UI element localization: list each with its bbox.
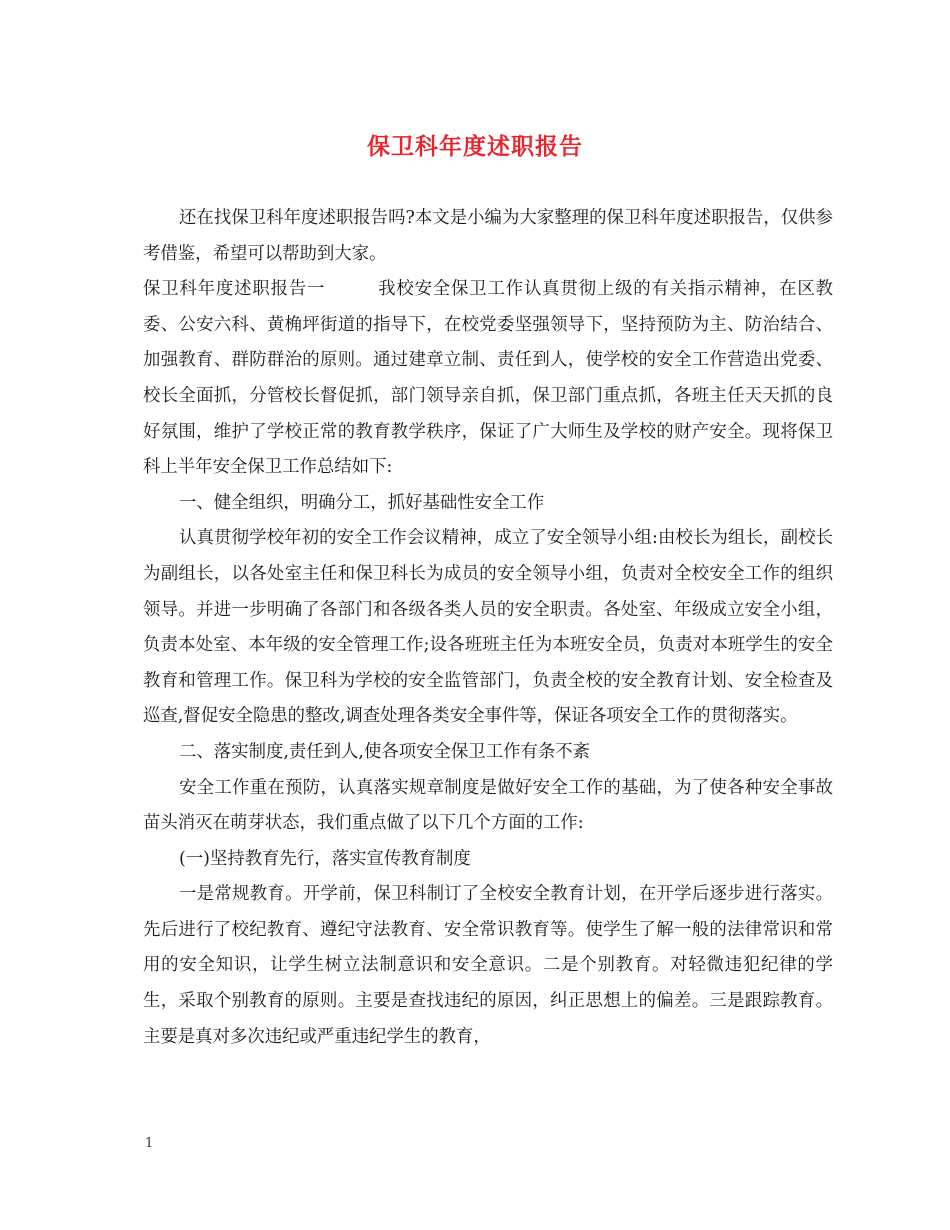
document-body (143, 201, 833, 1055)
section-label: 保卫科年度述职报告一 (143, 279, 326, 300)
heading-1: 一、健全组织，明确分工，抓好基础性安全工作 (179, 492, 545, 513)
paragraph-2: 认真贯彻学校年初的安全工作会议精神，成立了安全领导小组:由校长为组长，副校长为副组长，以各处室主任和保卫科长为成员的安全领导小组，负责对全校安全工作的组织领导。并进一步明确了各部门和各级各类人员的安全职责。各处室、年级成立安全小组，负责本处室、本年级的安全管理工作;设各班班主任为本班安全员，负责对本班学生的安全教育和管理工作。保卫科为学校的安全监管部门，负责全校的安全教育计划、安全检查及巡查,督促安全隐患的整改,调查处理各类安全事件等，保证各项安全工作的贯彻落实。 (143, 528, 833, 727)
heading-3: (一)坚持教育先行，落实宣传教育制度 (179, 848, 471, 869)
section-paragraph (143, 272, 833, 486)
intro-paragraph: 还在找保卫科年度述职报告吗?本文是小编为大家整理的保卫科年度述职报告，仅供参考借鉴，希望可以帮助到大家。 (143, 208, 833, 264)
paragraph-3: 安全工作重在预防，认真落实规章制度是做好安全工作的基础，为了使各种安全事故苗头消灭在萌芽状态，我们重点做了以下几个方面的工作: (143, 777, 833, 834)
page-number: 1 (145, 1136, 154, 1151)
heading-2: 二、落实制度,责任到人,使各项安全保卫工作有条不紊 (179, 741, 591, 762)
paragraph-4: 一是常规教育。开学前，保卫科制订了全校安全教育计划，在开学后逐步进行落实。先后进行了校纪教育、遵纪守法教育、安全常识教育等。使学生了解一般的法律常识和常用的安全知识，让学生树立法制意识和安全意识。二是个别教育。对轻微违犯纪律的学生，采取个别教育的原则。主要是查找违纪的原因，纠正思想上的偏差。三是跟踪教育。主要是真对多次违纪或严重违纪学生的教育， (143, 884, 833, 1047)
paragraph-1: 我校安全保卫工作认真贯彻上级的有关指示精神，在区教委、公安六科、黄桷坪街道的指导下，在校党委坚强领导下，坚持预防为主、防治结合、加强教育、群防群治的原则。通过建章立制、责任到人，使学校的安全工作营造出党委、校长全面抓，分管校长督促抓，部门领导亲自抓，保卫部门重点抓，各班主任天天抓的良好氛围，维护了学校正常的教育教学秩序，保证了广大师生及学校的财产安全。现将保卫科上半年安全保卫工作总结如下: (143, 279, 833, 478)
document-title: 保卫科年度述职报告 (367, 133, 583, 160)
